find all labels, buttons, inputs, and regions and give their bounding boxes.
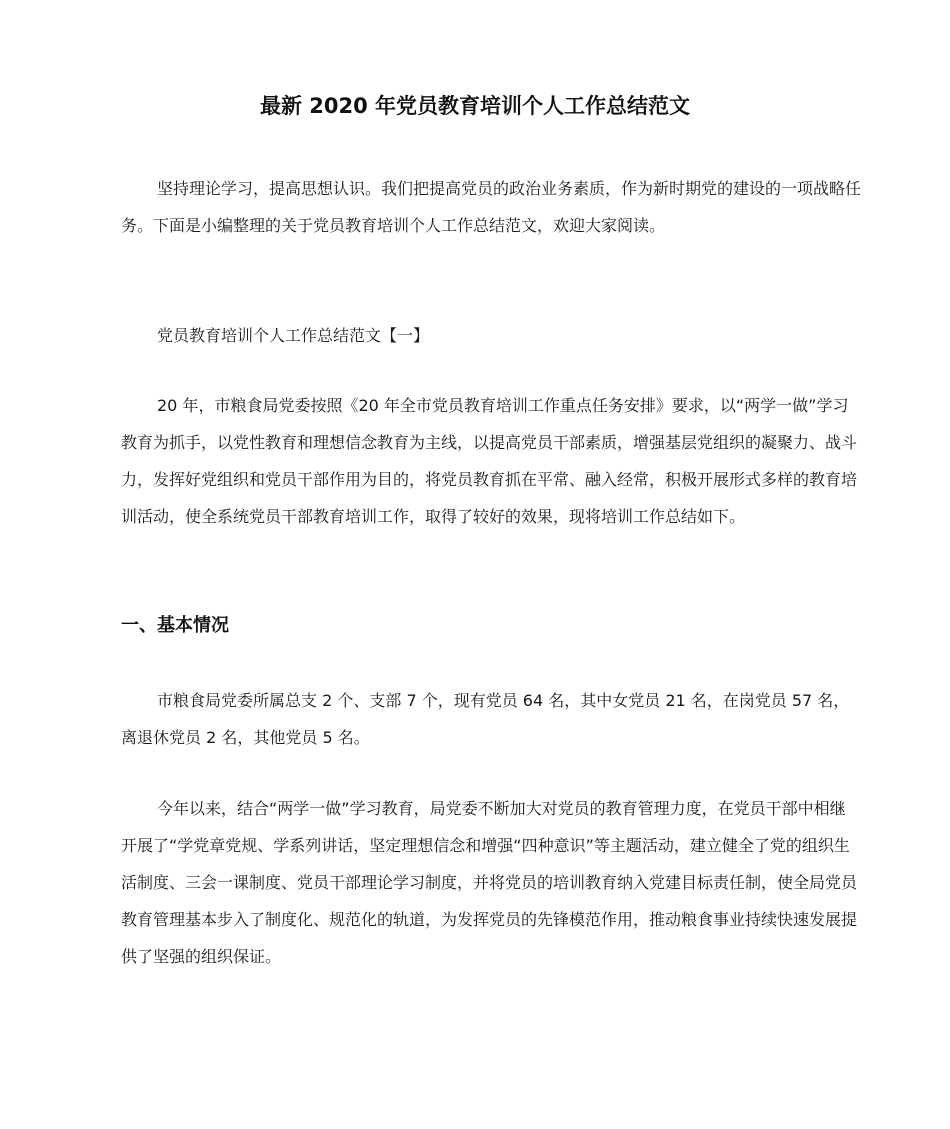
paragraph-1: 20 年，市粮食局党委按照《20 年全市党员教育培训工作重点任务安排》要求，以“两学一做”学习教育为抓手，以党性教育和理想信念教育为主线，以提高党员干部素质，增强基层党组织的凝聚力、战斗力，发挥好党组织和党员干部作用为目的，将党员教育抓在平常、融入经常，积极开展形式多样的教育培训活动，使全系统党员干部教育培训工作，取得了较好的效果，现将培训工作总结如下。 — [121, 396, 858, 526]
article-subtitle: 党员教育培训个人工作总结范文【一】 — [157, 326, 430, 345]
section-heading-basic-situation: 一、基本情况 — [121, 615, 229, 636]
paragraph-2: 市粮食局党委所属总支 2 个、支部 7 个，现有党员 64 名，其中女党员 21 名，在岗党员 57 名，离退休党员 2 名，其他党员 5 名。 — [121, 691, 850, 747]
paragraph-3: 今年以来，结合“两学一做”学习教育，局党委不断加大对党员的教育管理力度，在党员干部中相继开展了“学党章党规、学系列讲话，坚定理想信念和增强“四种意识”等主题活动，建立健全了党的组织生活制度、三会一课制度、党员干部理论学习制度，并将党员的培训教育纳入党建目标责任制，使全局党员教育管理基本步入了制度化、规范化的轨道，为发挥党员的先锋模范作用，推动粮食事业持续快速发展提供了坚强的组织保证。 — [121, 799, 858, 966]
intro-paragraph: 坚持理论学习，提高思想认识。我们把提高党员的政治业务素质，作为新时期党的建设的一项战略任务。下面是小编整理的关于党员教育培训个人工作总结范文，欢迎大家阅读。 — [121, 179, 862, 235]
document-title: 最新 2020 年党员教育培训个人工作总结范文 — [259, 94, 691, 118]
